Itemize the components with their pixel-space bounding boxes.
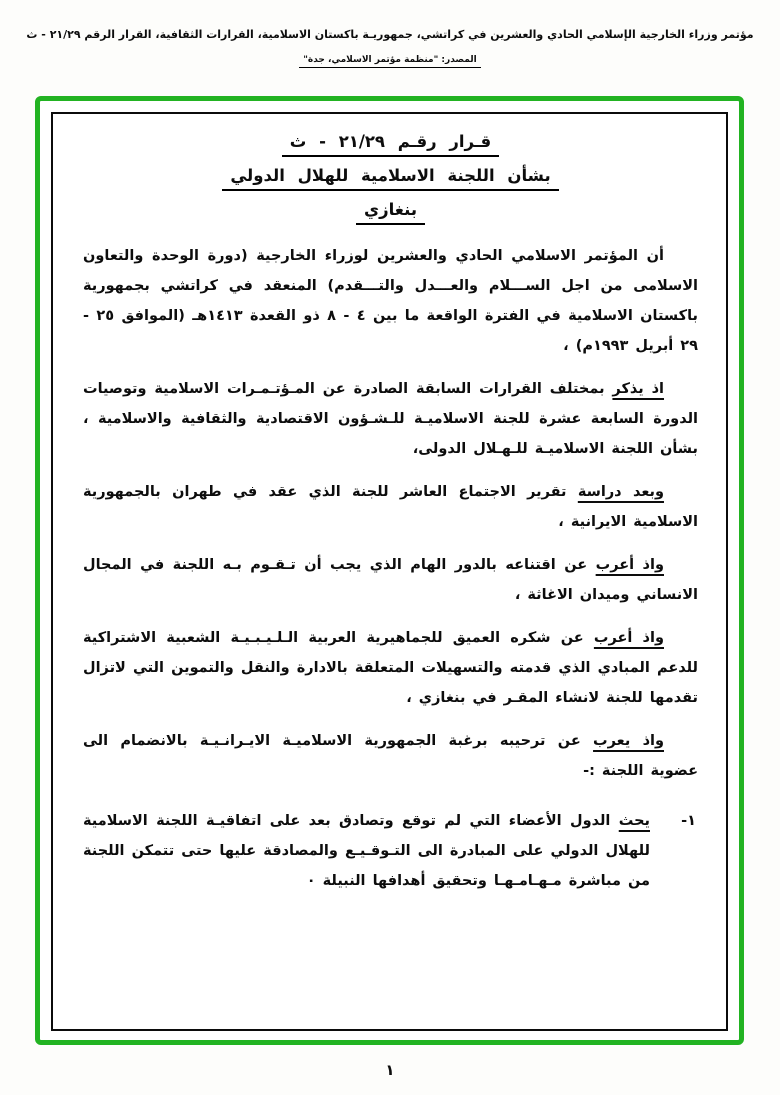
paragraph-welcome [83, 726, 698, 786]
paragraph-after-study [83, 477, 698, 537]
paragraph-preamble [83, 241, 698, 361]
paragraph-text: عن شكره العميق للجماهيرية العربية الـلـيـبـيـة الشعبية الاشتراكية للدعم المبادي الذي قدمته والتسهيلات المتعلقة بالادارة والنقل والتموين التي لاتزال تقدمها للجنة لانشاء المقـر في بنغازي ، [83, 630, 698, 706]
resolution-number: قـرار رقـم ٢١/٢٩ - ث [282, 132, 499, 157]
page-number: ١ [385, 1061, 395, 1079]
resolution-item-1 [83, 806, 698, 896]
paragraph-conviction [83, 550, 698, 610]
paragraph-text: بمختلف القرارات السابقة الصادرة عن المـؤتـمـرات الاسلامية وتوصيات الدورة السابعة عشرة للجنة الاسلاميـة للـشـؤون الاقتصادية والثقافية والاسلامية ، بشأن اللجنة الاسلاميـة للـهـلال الدولى، [83, 381, 698, 457]
resolution-subject-row [83, 166, 698, 191]
item-lead: يحث [618, 813, 650, 829]
item-number: ١- [681, 813, 696, 829]
paragraph-lead: اذ يذكر [612, 381, 665, 397]
paragraph-lead: واذ أعرب [593, 630, 664, 646]
header-source-row [10, 47, 770, 68]
paragraph-text: أن المؤتمر الاسلامي الحادي والعشرين لوزراء الخارجية (دورة الوحدة والتعاون الاسلامى من اجل الســـلام والعـــدل والتـــقدم) المنعقد في كراتشي بجمهورية باكستان الاسلامية في الفترة الواقعة ما بين ٤ - ٨ ذو القعدة ١٤١٣هـ (الموافق ٢٥ - ٢٩ أبريل ١٩٩٣م) ، [83, 248, 698, 354]
paragraph-thanks [83, 623, 698, 713]
item-text: الدول الأعضاء التي لم توقع وتصادق بعد على اتفاقيـة اللجنة الاسلامية للهلال الدولي على المبادرة الى التـوقـيـع والمصادقة عليها حتى تتمكن اللجنة من مباشرة مـهـامـهـا وتحقيق أهدافها النبيلة ٠ [83, 813, 650, 889]
paragraph-text: تقرير الاجتماع العاشر للجنة الذي عقد في طهران بالجمهورية الاسلامية الايرانية ، [83, 484, 698, 530]
paragraph-text: عن ترحيبه برغبة الجمهورية الاسلاميـة الايـرانـيـة بالانضمام الى عضوية اللجنة :- [83, 733, 698, 779]
resolution-city-row [83, 200, 698, 225]
resolution-title-block [83, 132, 698, 225]
paragraph-lead: واذ أعرب [595, 557, 664, 573]
paragraph-lead: واذ يعرب [593, 733, 664, 749]
resolution-number-row [83, 132, 698, 157]
header-title: مؤتمر وزراء الخارجية الإسلامي الحادي والعشرين في كراتشي، جمهوريـة باكستان الاسلامية، القرارات الثقافية، القرار الرقم ٢١/٢٩ - ث [26, 28, 754, 41]
paragraph-text: عن اقتناعه بالدور الهام الذي يجب أن تـقـوم بـه اللجنة في المجال الانساني وميدان الاغاثة ، [83, 557, 698, 603]
resolution-city: بنغازي [356, 200, 425, 225]
highlight-border [35, 96, 744, 1045]
scan-frame [51, 112, 728, 1031]
header-source: المصدر: "منظمة مؤتمر الاسلامي، جدة" [299, 55, 481, 68]
document-header [10, 28, 770, 68]
paragraph-lead: وبعد دراسة [577, 484, 664, 500]
resolution-subject: بشأن اللجنة الاسلامية للهلال الدولي [222, 166, 558, 191]
paragraph-recalling [83, 374, 698, 464]
